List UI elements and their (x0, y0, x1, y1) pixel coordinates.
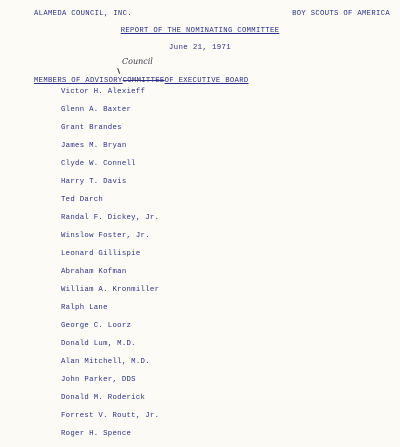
list-item: Victor H. Alexieff (61, 88, 146, 96)
list-item: John Parker, DDS (61, 376, 136, 384)
section-heading-struck-word: COMMITTEE (122, 77, 165, 85)
list-item: Leonard Gillispie (61, 250, 141, 258)
list-item: William A. Kronmiller (61, 286, 160, 294)
list-item: Glenn A. Baxter (61, 106, 132, 114)
list-item: Clyde W. Connell (61, 160, 136, 168)
list-item: Grant Brandes (61, 124, 122, 132)
list-item: Harry T. Davis (61, 178, 127, 186)
list-item: Abraham Kofman (61, 268, 127, 276)
list-item: Winslow Foster, Jr. (61, 232, 150, 240)
section-heading-suffix: OF EXECUTIVE BOARD (164, 77, 249, 85)
list-item: Forrest V. Routt, Jr. (61, 412, 160, 420)
list-item: Alan Mitchell, M.D. (61, 358, 150, 366)
member-list (61, 87, 159, 447)
council-name: ALAMEDA COUNCIL, INC. (34, 10, 132, 18)
list-item: Ralph Lane (61, 304, 108, 312)
list-item: Ted Darch (61, 196, 104, 204)
list-item: Randal F. Dickey, Jr. (61, 214, 160, 222)
list-item: Donald Lum, M.D. (61, 340, 136, 348)
organization-name: BOY SCOUTS OF AMERICA (292, 10, 390, 18)
section-heading (34, 69, 249, 87)
report-date: June 21, 1971 (168, 44, 232, 52)
list-item: George C. Loorz (61, 322, 132, 330)
handwritten-correction: Council (122, 57, 153, 66)
report-title-text: REPORT OF THE NOMINATING COMMITTEE (120, 27, 280, 35)
list-item: Donald M. Roderick (61, 394, 146, 402)
list-item: Roger H. Spence (61, 430, 132, 438)
list-item: James M. Bryan (61, 142, 127, 150)
section-heading-prefix: MEMBERS OF ADVISORY (34, 77, 123, 85)
report-title (0, 27, 400, 35)
